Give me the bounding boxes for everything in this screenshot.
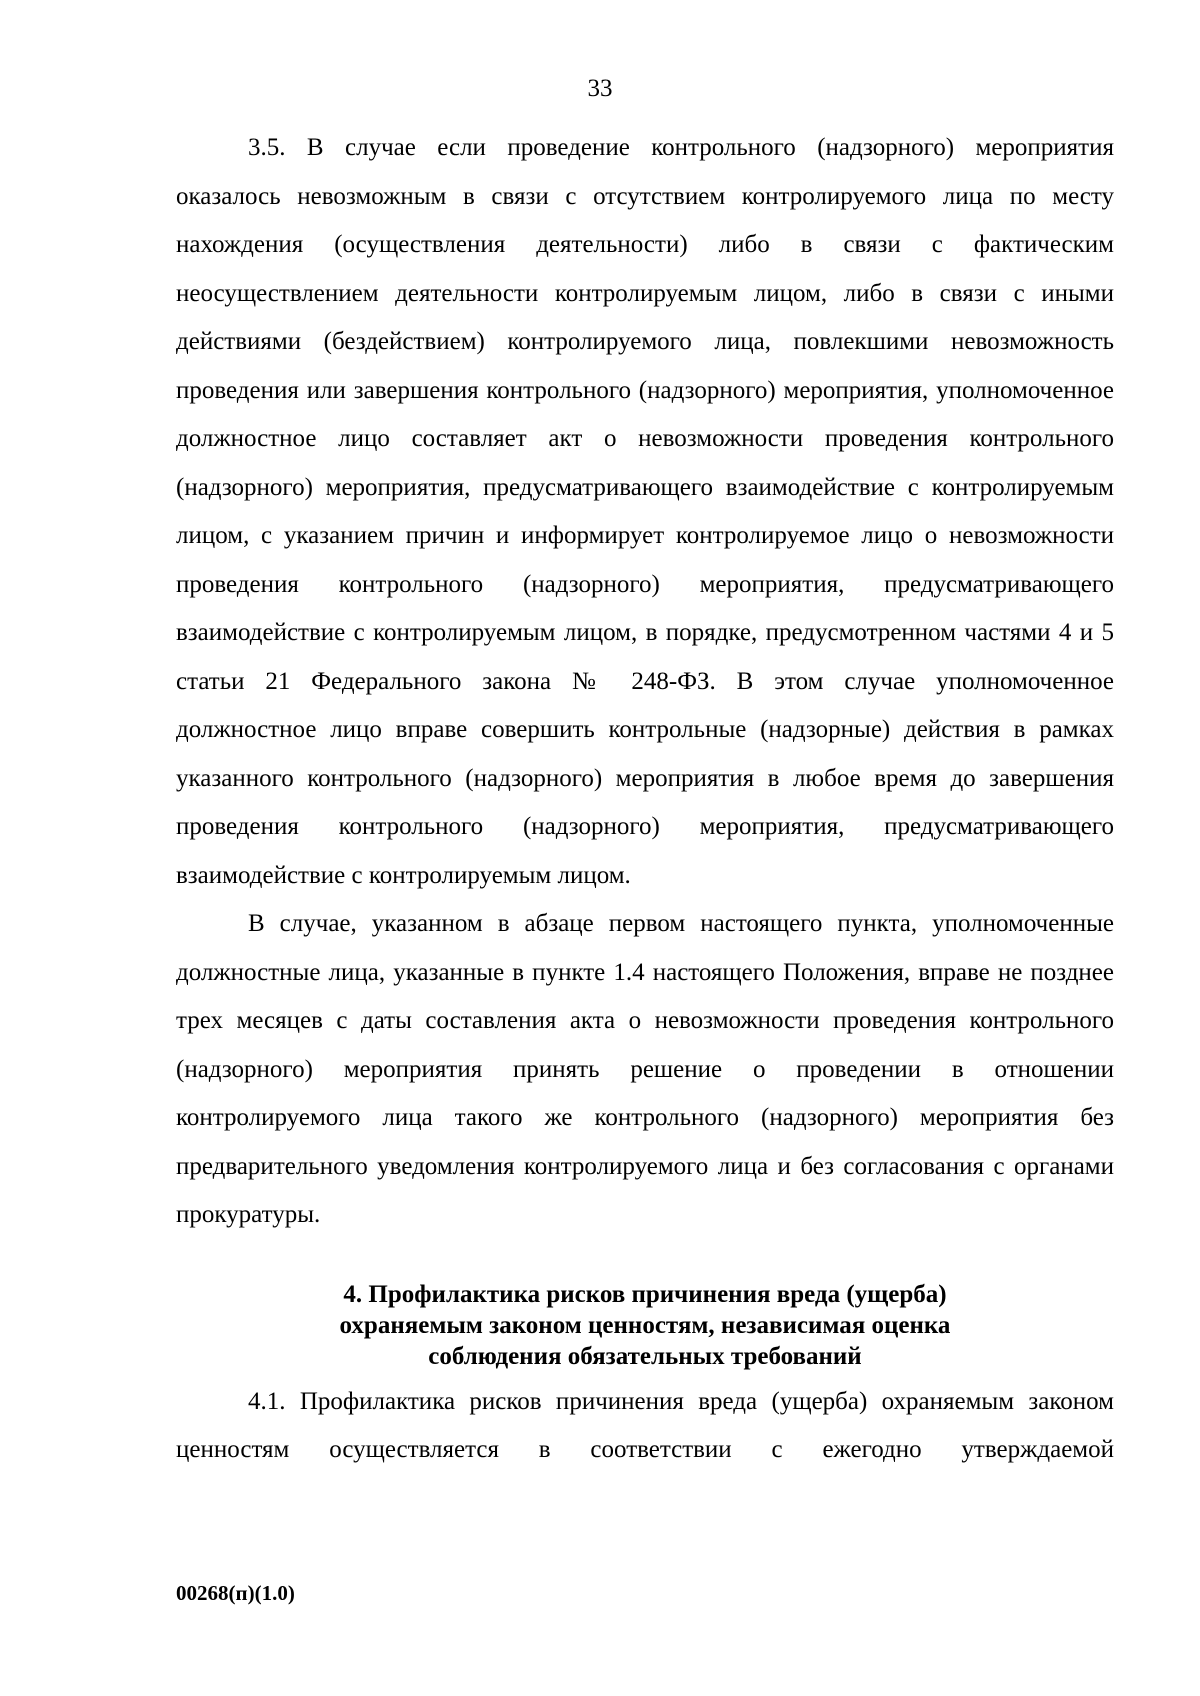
section-4-heading-line: 4. Профилактика рисков причинения вреда (ущерба) (343, 1280, 947, 1308)
document-body (176, 124, 1114, 1475)
page-number: 33 (587, 75, 613, 102)
paragraph-4-1: 4.1. Профилактика рисков причинения вреда (ущерба) охраняемым законом ценностям осуществляется в соответствии с ежегодно утверждаемой (176, 1387, 1114, 1463)
paragraph-3-5: 3.5. В случае если проведение контрольного (надзорного) мероприятия оказалось невозможным в связи с отсутствием контролируемого лица по месту нахождения (осуществления деятельности) либо в связи с фактическим неосуществлением деятельности контролируемым лицом, либо в связи с иными действиями (бездействием) контролируемого лица, повлекшими невозможность проведения или завершения контрольного (надзорного) мероприятия, уполномоченное должностное лицо составляет акт о невозможности проведения контрольного (надзорного) мероприятия, предусматривающего взаимодействие с контролируемым лицом, с указанием причин и информирует контролируемое лицо о невозможности проведения контрольного (надзорного) мероприятия, предусматривающего взаимодействие с контролируемым лицом, в порядке, предусмотренном частями 4 и 5 статьи 21 Федерального закона № 248-ФЗ. В этом случае уполномоченное должностное лицо вправе совершить контрольные (надзорные) действия в рамках указанного контрольного (надзорного) мероприятия в любое время до завершения проведения контрольного (надзорного) мероприятия, предусматривающего взаимодействие с контролируемым лицом. (176, 134, 1114, 889)
document-code: 00268(п)(1.0) (176, 1581, 295, 1605)
paragraph-3-5-second: В случае, указанном в абзаце первом настоящего пункта, уполномоченные должностные лица, указанные в пункте 1.4 настоящего Положения, вправе не позднее трех месяцев с даты составления акта о невозможности проведения контрольного (надзорного) мероприятия принять решение о проведении в отношении контролируемого лица такого же контрольного (надзорного) мероприятия без предварительного уведомления контролируемого лица и без согласования с органами прокуратуры. (176, 910, 1114, 1228)
section-4-heading (176, 1279, 1114, 1372)
section-4-heading-line: охраняемым законом ценностям, независимая оценка (339, 1311, 951, 1339)
section-4-heading-line: соблюдения обязательных требований (428, 1342, 862, 1370)
